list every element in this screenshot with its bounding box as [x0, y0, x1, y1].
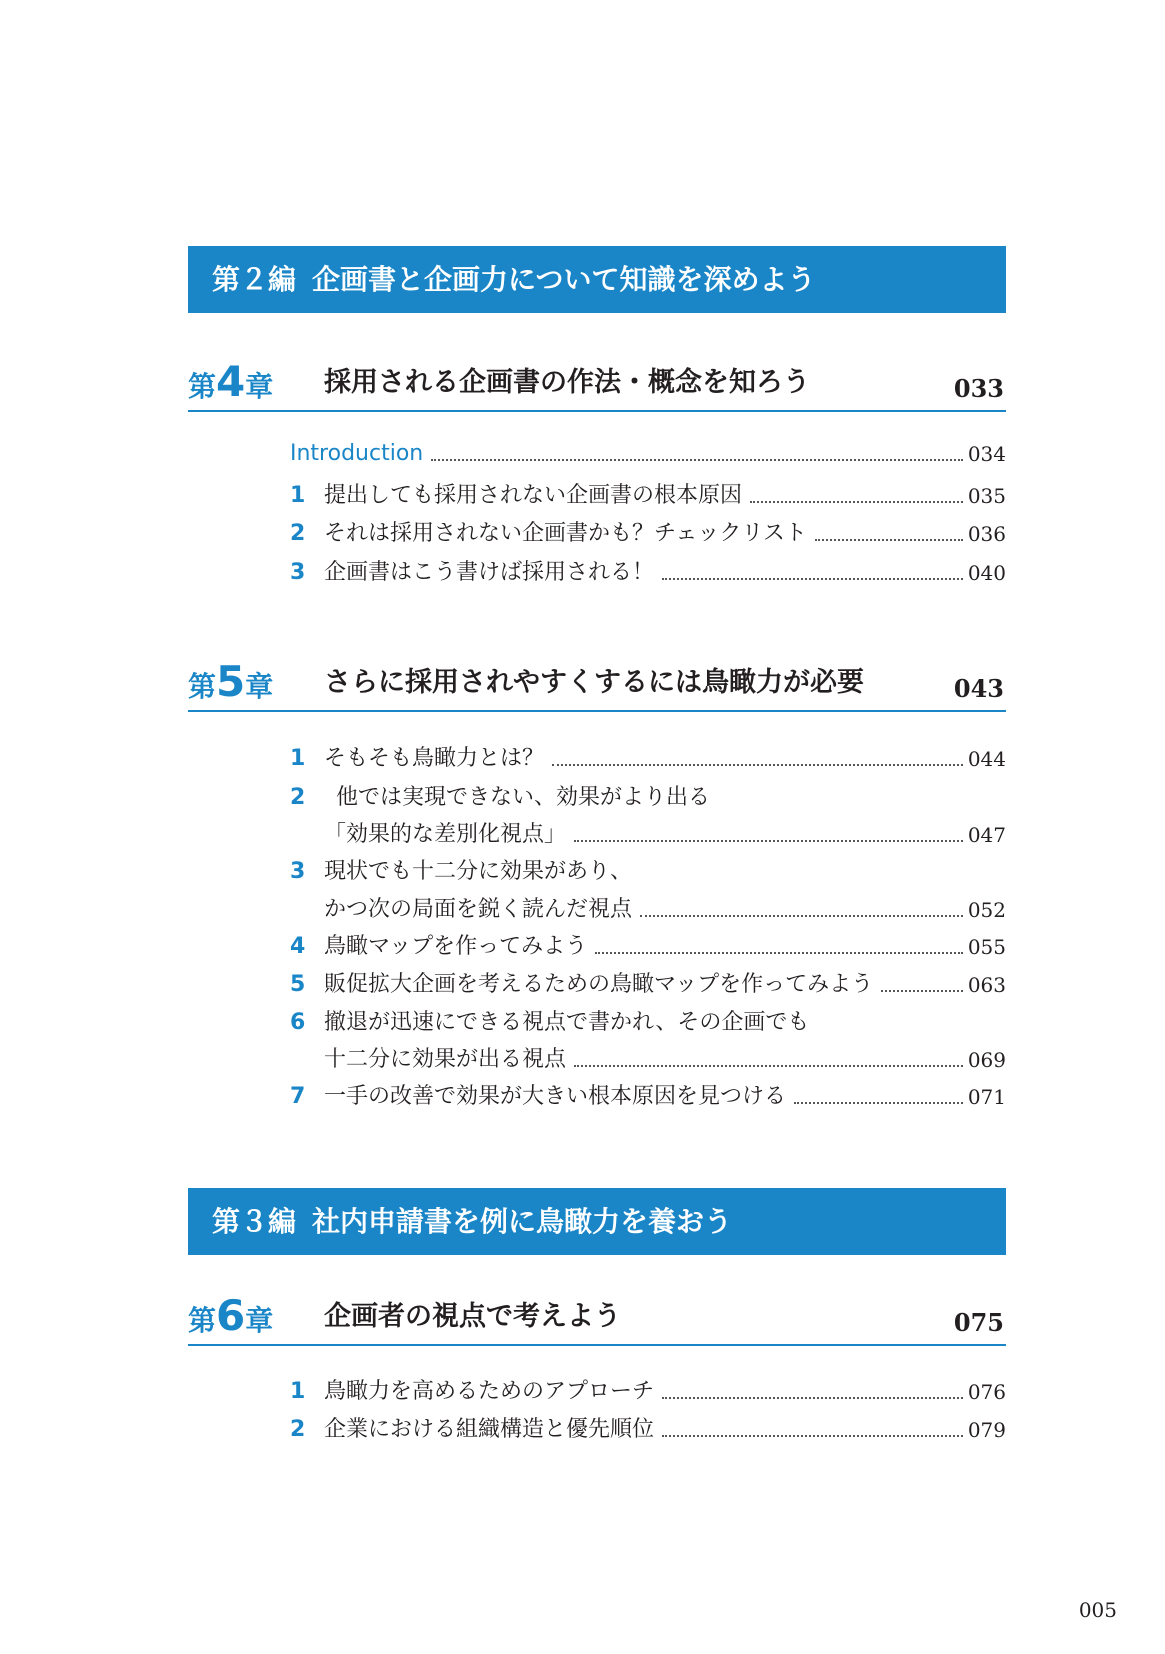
leader-dots — [552, 763, 963, 766]
toc-entry[interactable] — [290, 742, 1006, 774]
entry-text: 企業における組織構造と優先順位 — [324, 1417, 655, 1442]
entry-number: 2 — [290, 521, 306, 546]
chapter-page: 075 — [953, 1308, 1004, 1337]
chapter-label: 第6章 — [188, 1291, 274, 1340]
entry-text-continued: かつ次の局面を鋭く読んだ視点 — [324, 897, 633, 922]
entry-number: 1 — [290, 483, 306, 508]
entry-text: 販促拡大企画を考えるための鳥瞰マップを作ってみよう — [324, 972, 874, 997]
leader-dots — [662, 1434, 963, 1437]
chapter-title: 企画者の視点で考えよう — [324, 1301, 621, 1332]
toc-entry[interactable] — [290, 1006, 1006, 1038]
toc-entry[interactable] — [290, 968, 1006, 1000]
entry-text: 他では実現できない、効果がより出る — [336, 785, 711, 810]
entry-number: 2 — [290, 1417, 306, 1442]
toc-entry-introduction[interactable] — [290, 437, 1006, 469]
part-title: 社内申請書を例に鳥瞰力を養おう — [312, 1205, 733, 1238]
entry-text: Introduction — [290, 441, 424, 466]
entry-text: 鳥瞰力を高めるためのアプローチ — [324, 1379, 655, 1404]
entry-number: 4 — [290, 934, 306, 959]
part-banner-3 — [188, 1188, 1006, 1255]
toc-entry-continued[interactable] — [290, 893, 1006, 925]
entry-page: 052 — [967, 898, 1006, 922]
entry-text-continued: 十二分に効果が出る視点 — [324, 1047, 567, 1072]
toc-entry-continued[interactable] — [290, 1043, 1006, 1075]
entry-page: 076 — [967, 1380, 1006, 1404]
entry-number: 2 — [290, 785, 306, 810]
entry-page: 069 — [967, 1048, 1006, 1072]
chapter-4-heading — [188, 357, 1006, 412]
entry-number: 7 — [290, 1084, 306, 1109]
entry-text: 提出しても採用されない企画書の根本原因 — [324, 483, 743, 508]
leader-dots — [881, 989, 963, 992]
entry-text: そもそも鳥瞰力とは？ — [324, 746, 545, 771]
entry-page: 079 — [967, 1418, 1006, 1442]
chapter-label: 第5章 — [188, 657, 274, 706]
page-number: 005 — [1078, 1598, 1117, 1622]
toc-entry[interactable] — [290, 556, 1006, 588]
entry-page: 034 — [967, 442, 1006, 466]
leader-dots — [431, 458, 963, 461]
entry-text: 一手の改善で効果が大きい根本原因を見つける — [324, 1084, 787, 1109]
part-title: 企画書と企画力について知識を深めよう — [312, 263, 816, 296]
leader-dots — [574, 839, 963, 842]
part-number: 第３編 — [212, 1205, 297, 1238]
entry-number: 1 — [290, 1379, 306, 1404]
entry-text: 撤退が迅速にできる視点で書かれ、その企画でも — [324, 1010, 810, 1035]
leader-dots — [815, 538, 963, 541]
leader-dots — [574, 1064, 963, 1067]
entry-text: 現状でも十二分に効果があり、 — [324, 859, 633, 884]
entry-page: 044 — [967, 747, 1006, 771]
leader-dots — [662, 577, 963, 580]
entry-text: それは採用されない企画書かも？チェックリスト — [324, 521, 807, 546]
entry-number: 3 — [290, 560, 306, 585]
part-number: 第２編 — [212, 263, 297, 296]
toc-entry[interactable] — [290, 930, 1006, 962]
chapter-6-heading — [188, 1291, 1006, 1346]
entry-page: 063 — [967, 973, 1006, 997]
leader-dots — [640, 914, 963, 917]
entry-page: 040 — [967, 561, 1006, 585]
chapter-5-heading — [188, 657, 1006, 712]
entry-number: 6 — [290, 1010, 306, 1035]
chapter-page: 043 — [953, 674, 1004, 703]
entry-page: 047 — [967, 823, 1006, 847]
toc-entry[interactable] — [290, 855, 1006, 887]
entry-number: 5 — [290, 972, 306, 997]
toc-entry[interactable] — [290, 1375, 1006, 1407]
toc-entry[interactable] — [290, 479, 1006, 511]
entry-page: 036 — [967, 522, 1006, 546]
entry-number: 1 — [290, 746, 306, 771]
toc-entry[interactable] — [290, 1080, 1006, 1112]
entry-text-continued: 「効果的な差別化視点」 — [324, 822, 567, 847]
part-banner-2 — [188, 246, 1006, 313]
entry-number: 3 — [290, 859, 306, 884]
entry-text: 企画書はこう書けば採用される！ — [324, 560, 655, 585]
leader-dots — [794, 1101, 963, 1104]
toc-entry[interactable] — [290, 781, 1006, 813]
chapter-label: 第4章 — [188, 357, 274, 406]
leader-dots — [750, 500, 963, 503]
entry-page: 035 — [967, 484, 1006, 508]
entry-page: 071 — [967, 1085, 1006, 1109]
entry-text: 鳥瞰マップを作ってみよう — [324, 934, 588, 959]
leader-dots — [595, 951, 963, 954]
chapter-page: 033 — [953, 374, 1004, 403]
chapter-title: 採用される企画書の作法・概念を知ろう — [324, 367, 810, 398]
chapter-title: さらに採用されやすくするには鳥瞰力が必要 — [324, 667, 864, 698]
toc-entry[interactable] — [290, 1413, 1006, 1445]
entry-page: 055 — [967, 935, 1006, 959]
leader-dots — [662, 1396, 963, 1399]
toc-entry[interactable] — [290, 517, 1006, 549]
toc-entry-continued[interactable] — [290, 818, 1006, 850]
